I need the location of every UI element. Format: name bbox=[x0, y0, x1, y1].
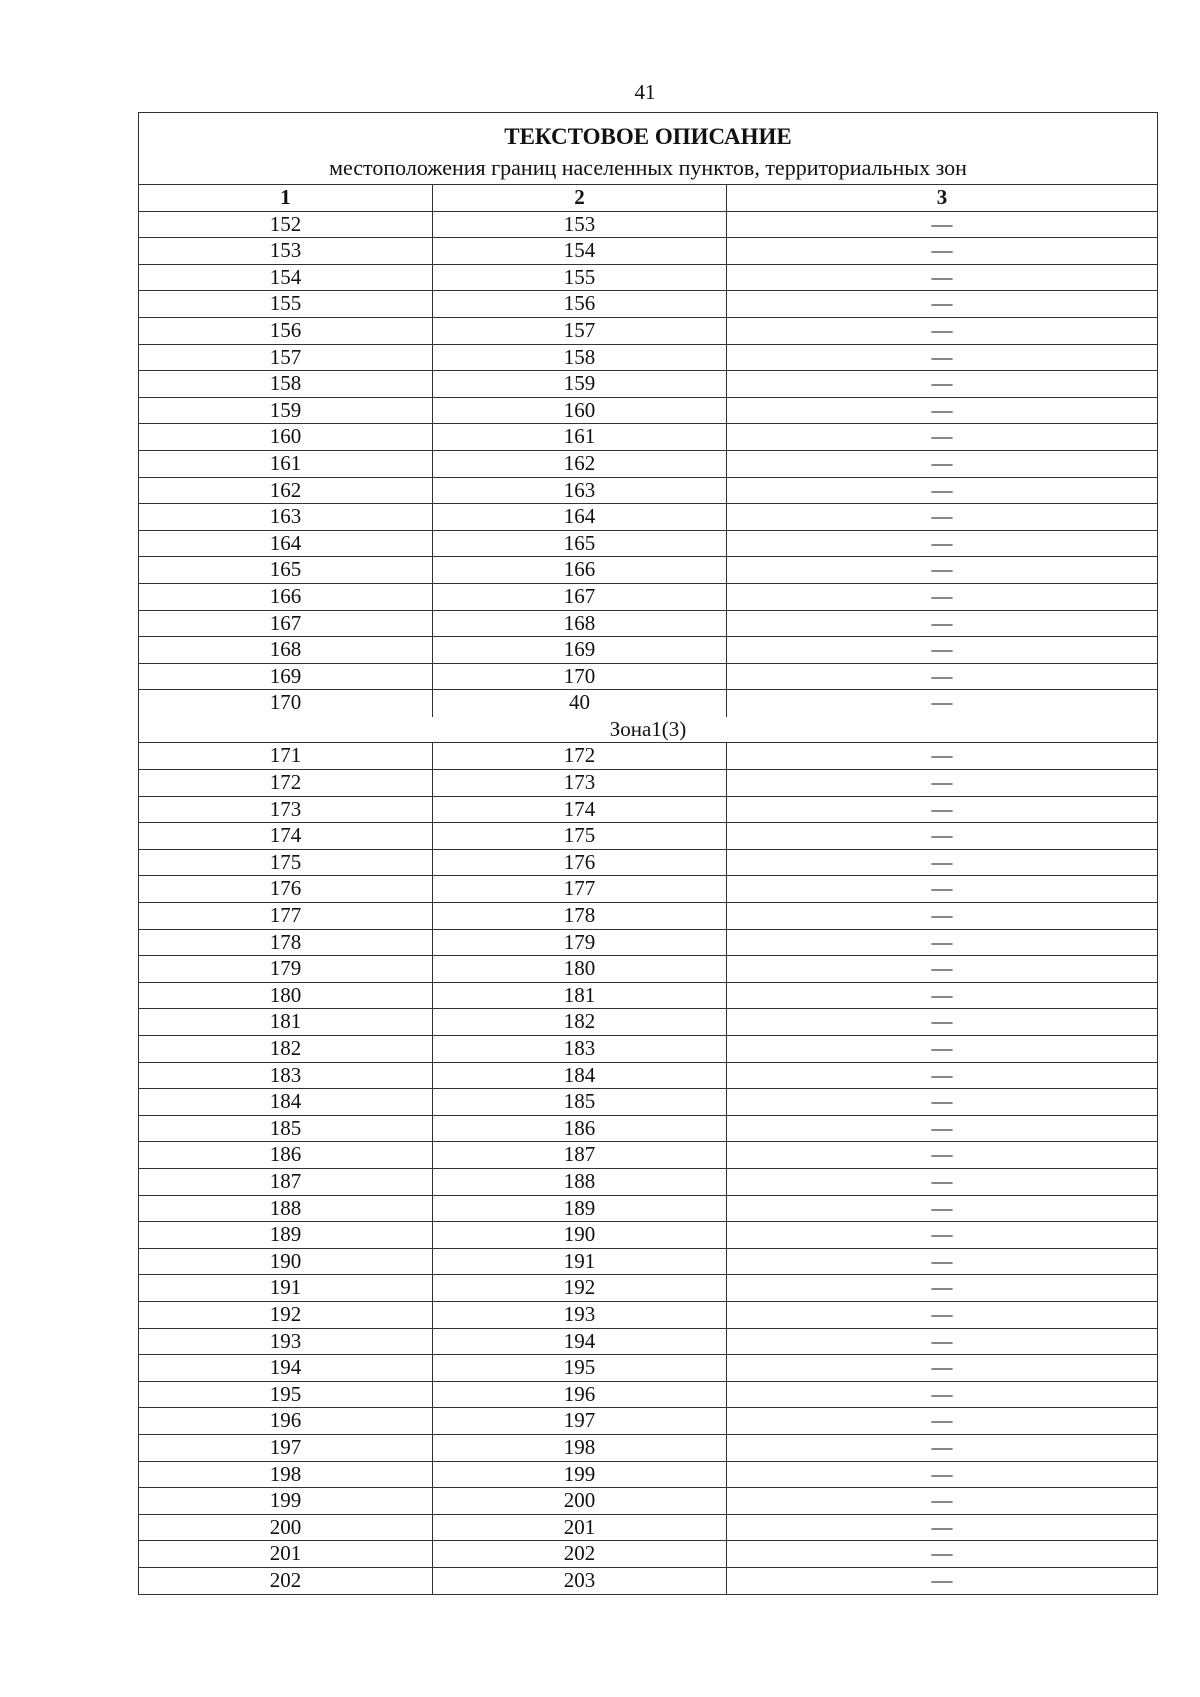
point-from-cell: 201 bbox=[139, 1541, 433, 1567]
description-cell: — bbox=[931, 530, 953, 555]
point-to-cell: 194 bbox=[433, 1329, 727, 1355]
point-from-cell: 161 bbox=[139, 451, 433, 477]
table-row bbox=[139, 1275, 1157, 1302]
point-from-cell: 187 bbox=[139, 1169, 433, 1195]
point-from-cell: 178 bbox=[139, 930, 433, 956]
point-from-cell: 198 bbox=[139, 1462, 433, 1488]
description-cell: — bbox=[931, 1408, 953, 1433]
description-cell: — bbox=[931, 1062, 953, 1087]
description-cell: — bbox=[931, 424, 953, 449]
description-cell: — bbox=[931, 1168, 953, 1193]
point-to-cell: 174 bbox=[433, 797, 727, 823]
point-from-cell: 160 bbox=[139, 424, 433, 450]
point-from-cell: 167 bbox=[139, 611, 433, 637]
boundary-description-table bbox=[138, 112, 1158, 1595]
table-row bbox=[139, 584, 1157, 611]
point-to-cell: 203 bbox=[433, 1568, 727, 1595]
table-row bbox=[139, 398, 1157, 425]
point-to-cell: 154 bbox=[433, 238, 727, 264]
table-row bbox=[139, 930, 1157, 957]
point-from-cell: 181 bbox=[139, 1009, 433, 1035]
point-to-cell: 178 bbox=[433, 903, 727, 929]
table-row bbox=[139, 1116, 1157, 1143]
point-to-cell: 201 bbox=[433, 1515, 727, 1541]
description-cell: — bbox=[931, 1434, 953, 1459]
table-row bbox=[139, 557, 1157, 584]
description-cell: — bbox=[931, 317, 953, 342]
point-to-cell: 169 bbox=[433, 637, 727, 663]
point-from-cell: 164 bbox=[139, 531, 433, 557]
table-row bbox=[139, 690, 1157, 717]
point-from-cell: 166 bbox=[139, 584, 433, 610]
table-row bbox=[139, 1089, 1157, 1116]
point-from-cell: 200 bbox=[139, 1515, 433, 1541]
point-from-cell: 184 bbox=[139, 1089, 433, 1115]
point-to-cell: 159 bbox=[433, 371, 727, 397]
description-cell: — bbox=[931, 823, 953, 848]
description-cell: — bbox=[931, 743, 953, 768]
point-to-cell: 189 bbox=[433, 1196, 727, 1222]
description-cell: — bbox=[931, 291, 953, 316]
point-to-cell: 191 bbox=[433, 1249, 727, 1275]
table-row bbox=[139, 318, 1157, 345]
table-row bbox=[139, 637, 1157, 664]
table-row bbox=[139, 345, 1157, 372]
table-row bbox=[139, 1036, 1157, 1063]
point-to-cell: 155 bbox=[433, 265, 727, 291]
description-cell: — bbox=[931, 982, 953, 1007]
description-cell: — bbox=[931, 770, 953, 795]
description-cell: — bbox=[931, 1301, 953, 1326]
point-from-cell: 179 bbox=[139, 956, 433, 982]
table-row bbox=[139, 1169, 1157, 1196]
point-to-cell: 175 bbox=[433, 823, 727, 849]
table-row bbox=[139, 1488, 1157, 1515]
description-cell: — bbox=[931, 504, 953, 529]
point-from-cell: 172 bbox=[139, 770, 433, 796]
point-to-cell: 187 bbox=[433, 1142, 727, 1168]
point-from-cell: 186 bbox=[139, 1142, 433, 1168]
rows-after-zone bbox=[139, 743, 1157, 1594]
description-cell: — bbox=[931, 1488, 953, 1513]
point-from-cell: 163 bbox=[139, 504, 433, 530]
table-row bbox=[139, 903, 1157, 930]
point-to-cell: 157 bbox=[433, 318, 727, 344]
description-cell: — bbox=[931, 1248, 953, 1273]
point-from-cell: 157 bbox=[139, 345, 433, 371]
point-to-cell: 180 bbox=[433, 956, 727, 982]
point-from-cell: 199 bbox=[139, 1488, 433, 1514]
table-subtitle: местоположения границ населенных пунктов, территориальных зон bbox=[329, 155, 967, 180]
description-cell: — bbox=[931, 1222, 953, 1247]
description-cell: — bbox=[931, 903, 953, 928]
point-from-cell: 173 bbox=[139, 797, 433, 823]
description-cell: — bbox=[931, 1381, 953, 1406]
point-from-cell: 175 bbox=[139, 850, 433, 876]
table-row bbox=[139, 478, 1157, 505]
description-cell: — bbox=[931, 1355, 953, 1380]
table-row bbox=[139, 1382, 1157, 1409]
table-row bbox=[139, 238, 1157, 265]
point-to-cell: 172 bbox=[433, 743, 727, 769]
point-from-cell: 191 bbox=[139, 1275, 433, 1301]
table-row bbox=[139, 1568, 1157, 1595]
table-row bbox=[139, 1142, 1157, 1169]
description-cell: — bbox=[931, 956, 953, 981]
point-from-cell: 165 bbox=[139, 557, 433, 583]
description-cell: — bbox=[931, 690, 953, 715]
description-cell: — bbox=[931, 796, 953, 821]
point-from-cell: 171 bbox=[139, 743, 433, 769]
point-to-cell: 198 bbox=[433, 1435, 727, 1461]
table-row bbox=[139, 664, 1157, 691]
description-cell: — bbox=[931, 637, 953, 662]
point-to-cell: 184 bbox=[433, 1063, 727, 1089]
description-cell: — bbox=[931, 876, 953, 901]
point-to-cell: 160 bbox=[433, 398, 727, 424]
point-to-cell: 156 bbox=[433, 291, 727, 317]
description-cell: — bbox=[931, 1142, 953, 1167]
table-row bbox=[139, 1329, 1157, 1356]
description-cell: — bbox=[931, 663, 953, 688]
point-to-cell: 199 bbox=[433, 1462, 727, 1488]
description-cell: — bbox=[931, 450, 953, 475]
table-row bbox=[139, 291, 1157, 318]
point-from-cell: 154 bbox=[139, 265, 433, 291]
table-row bbox=[139, 1435, 1157, 1462]
table-row bbox=[139, 371, 1157, 398]
point-to-cell: 161 bbox=[433, 424, 727, 450]
point-from-cell: 153 bbox=[139, 238, 433, 264]
description-cell: — bbox=[931, 849, 953, 874]
rows-before-zone bbox=[139, 212, 1157, 717]
zone-label: Зона1(3) bbox=[609, 716, 687, 741]
description-cell: — bbox=[931, 477, 953, 502]
table-row bbox=[139, 876, 1157, 903]
point-to-cell: 195 bbox=[433, 1355, 727, 1381]
table-row bbox=[139, 424, 1157, 451]
point-from-cell: 156 bbox=[139, 318, 433, 344]
point-to-cell: 186 bbox=[433, 1116, 727, 1142]
table-row bbox=[139, 983, 1157, 1010]
point-from-cell: 194 bbox=[139, 1355, 433, 1381]
description-cell: — bbox=[931, 610, 953, 635]
point-to-cell: 190 bbox=[433, 1222, 727, 1248]
column-header-row bbox=[139, 185, 1157, 212]
description-cell: — bbox=[931, 211, 953, 236]
description-cell: — bbox=[931, 557, 953, 582]
table-row bbox=[139, 850, 1157, 877]
table-row bbox=[139, 531, 1157, 558]
description-cell: — bbox=[931, 1541, 953, 1566]
point-to-cell: 163 bbox=[433, 478, 727, 504]
table-row bbox=[139, 1462, 1157, 1489]
point-from-cell: 168 bbox=[139, 637, 433, 663]
description-cell: — bbox=[931, 264, 953, 289]
point-from-cell: 196 bbox=[139, 1408, 433, 1434]
zone-row bbox=[139, 717, 1157, 744]
point-from-cell: 183 bbox=[139, 1063, 433, 1089]
point-from-cell: 185 bbox=[139, 1116, 433, 1142]
point-to-cell: 183 bbox=[433, 1036, 727, 1062]
point-from-cell: 189 bbox=[139, 1222, 433, 1248]
point-to-cell: 196 bbox=[433, 1382, 727, 1408]
point-from-cell: 155 bbox=[139, 291, 433, 317]
point-from-cell: 162 bbox=[139, 478, 433, 504]
table-title-block bbox=[139, 113, 1157, 185]
table-row bbox=[139, 1249, 1157, 1276]
point-from-cell: 202 bbox=[139, 1568, 433, 1595]
point-to-cell: 165 bbox=[433, 531, 727, 557]
point-to-cell: 193 bbox=[433, 1302, 727, 1328]
point-from-cell: 170 bbox=[139, 690, 433, 717]
description-cell: — bbox=[931, 1275, 953, 1300]
description-cell: — bbox=[931, 371, 953, 396]
table-row bbox=[139, 212, 1157, 239]
point-to-cell: 164 bbox=[433, 504, 727, 530]
point-from-cell: 169 bbox=[139, 664, 433, 690]
table-row bbox=[139, 1009, 1157, 1036]
point-to-cell: 167 bbox=[433, 584, 727, 610]
point-from-cell: 197 bbox=[139, 1435, 433, 1461]
point-from-cell: 174 bbox=[139, 823, 433, 849]
point-to-cell: 40 bbox=[433, 690, 727, 717]
description-cell: — bbox=[931, 1328, 953, 1353]
point-to-cell: 170 bbox=[433, 664, 727, 690]
table-row bbox=[139, 1302, 1157, 1329]
description-cell: — bbox=[931, 929, 953, 954]
table-row bbox=[139, 823, 1157, 850]
point-from-cell: 192 bbox=[139, 1302, 433, 1328]
point-to-cell: 177 bbox=[433, 876, 727, 902]
description-cell: — bbox=[931, 397, 953, 422]
description-cell: — bbox=[931, 583, 953, 608]
table-row bbox=[139, 1063, 1157, 1090]
point-to-cell: 197 bbox=[433, 1408, 727, 1434]
description-cell: — bbox=[931, 1009, 953, 1034]
table-row bbox=[139, 1222, 1157, 1249]
table-row bbox=[139, 504, 1157, 531]
table-row bbox=[139, 451, 1157, 478]
table-row bbox=[139, 611, 1157, 638]
table-row bbox=[139, 743, 1157, 770]
table-row bbox=[139, 1408, 1157, 1435]
description-cell: — bbox=[931, 238, 953, 263]
point-to-cell: 158 bbox=[433, 345, 727, 371]
table-row bbox=[139, 1355, 1157, 1382]
page-number: 41 bbox=[634, 80, 656, 104]
point-to-cell: 182 bbox=[433, 1009, 727, 1035]
description-cell: — bbox=[931, 1036, 953, 1060]
point-to-cell: 153 bbox=[433, 212, 727, 238]
point-to-cell: 173 bbox=[433, 770, 727, 796]
description-cell: — bbox=[931, 1461, 953, 1486]
point-to-cell: 179 bbox=[433, 930, 727, 956]
table-row bbox=[139, 1196, 1157, 1223]
description-cell: — bbox=[931, 1089, 953, 1114]
point-from-cell: 158 bbox=[139, 371, 433, 397]
point-to-cell: 188 bbox=[433, 1169, 727, 1195]
point-to-cell: 192 bbox=[433, 1275, 727, 1301]
point-to-cell: 176 bbox=[433, 850, 727, 876]
description-cell: — bbox=[931, 344, 953, 369]
point-to-cell: 185 bbox=[433, 1089, 727, 1115]
description-cell: — bbox=[931, 1567, 953, 1592]
point-from-cell: 190 bbox=[139, 1249, 433, 1275]
point-to-cell: 168 bbox=[433, 611, 727, 637]
point-to-cell: 166 bbox=[433, 557, 727, 583]
table-row bbox=[139, 797, 1157, 824]
description-cell: — bbox=[931, 1195, 953, 1220]
point-from-cell: 193 bbox=[139, 1329, 433, 1355]
table-row bbox=[139, 1515, 1157, 1542]
table-row bbox=[139, 956, 1157, 983]
point-from-cell: 159 bbox=[139, 398, 433, 424]
point-to-cell: 181 bbox=[433, 983, 727, 1009]
description-cell: — bbox=[931, 1115, 953, 1140]
point-from-cell: 176 bbox=[139, 876, 433, 902]
point-to-cell: 162 bbox=[433, 451, 727, 477]
table-row bbox=[139, 1541, 1157, 1568]
point-from-cell: 182 bbox=[139, 1036, 433, 1062]
table-title: ТЕКСТОВОЕ ОПИСАНИЕ bbox=[504, 124, 792, 149]
column-header-3: 3 bbox=[936, 185, 948, 209]
point-to-cell: 200 bbox=[433, 1488, 727, 1514]
point-from-cell: 188 bbox=[139, 1196, 433, 1222]
point-from-cell: 180 bbox=[139, 983, 433, 1009]
table-row bbox=[139, 265, 1157, 292]
table-row bbox=[139, 770, 1157, 797]
column-header-2: 2 bbox=[433, 185, 727, 211]
point-to-cell: 202 bbox=[433, 1541, 727, 1567]
description-cell: — bbox=[931, 1514, 953, 1539]
point-from-cell: 195 bbox=[139, 1382, 433, 1408]
column-header-1: 1 bbox=[139, 185, 433, 211]
point-from-cell: 177 bbox=[139, 903, 433, 929]
point-from-cell: 152 bbox=[139, 212, 433, 238]
